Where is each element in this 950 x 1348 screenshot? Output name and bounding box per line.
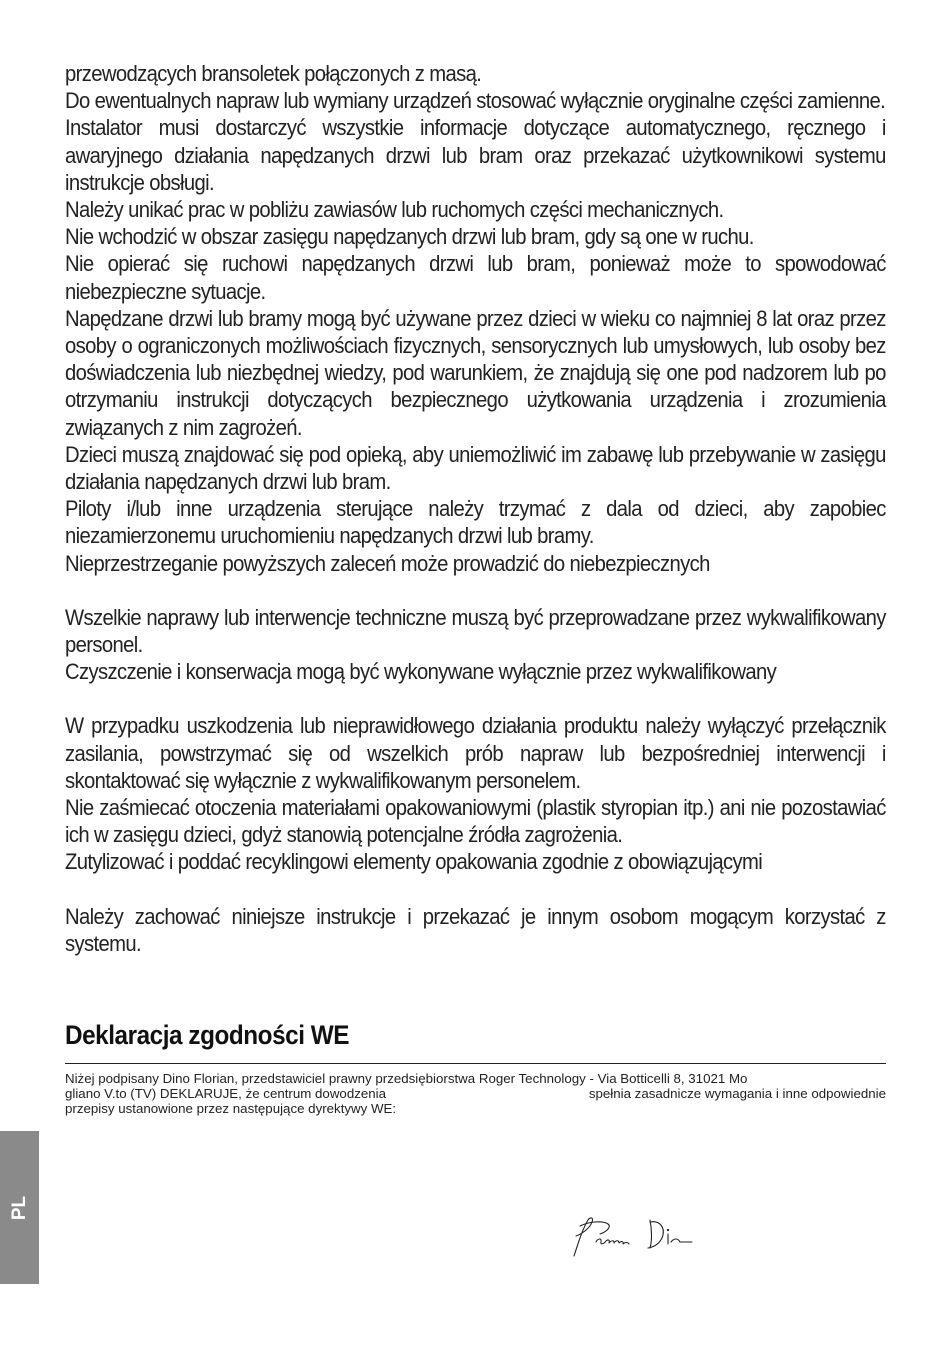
declaration-line [65,1071,886,1086]
signature-image [568,1212,698,1260]
paragraph: W przypadku uszkodzenia lub nieprawidłowego działania produktu należy wyłączyć przełącznik zasilania, powstrzymać się od wszelkich prób napraw lub bezpośredniej interwencji i skontaktować się wyłącznie z wykwalifikowanym personelem. [65,713,886,793]
declaration-line-text: gliano V.to (TV) DEKLARUJE, że centrum dowodzenia [65,1086,387,1101]
declaration-line-text: Niżej podpisany Dino Florian, przedstawiciel prawny przedsiębiorstwa Roger Technology - Via Botticelli 8, 31021 Mo [65,1071,748,1086]
instructions-text [65,60,886,957]
title-divider [65,1063,886,1064]
body-content [65,60,886,957]
paragraph: Do ewentualnych napraw lub wymiany urządzeń stosować wyłącznie oryginalne części zamienne. [65,88,886,114]
paragraph: Należy unikać prac w pobliżu zawiasów lub ruchomych części mechanicznych. [65,197,724,223]
declaration-line [65,1086,886,1101]
declaration-text [65,1071,886,1116]
language-tab [0,1131,39,1284]
paragraph: Należy zachować niniejsze instrukcje i przekazać je innym osobom mogącym korzystać z systemu. [65,903,886,956]
paragraph: Instalator musi dostarczyć wszystkie informacje dotyczące automatycznego, ręcznego i awaryjnego działania napędzanych drzwi lub bram oraz przekazać użytkownikowi systemu instrukcje obsługi. [65,115,886,195]
paragraph: przewodzących bransoletek połączonych z masą. [65,61,482,86]
paragraph: Czyszczenie i konserwacja mogą być wykonywane wyłącznie przez wykwalifikowany [65,659,777,685]
declaration-line-text: spełnia zasadnicze wymagania i inne odpowiednie [588,1086,886,1101]
paragraph: Nie opierać się ruchowi napędzanych drzwi lub bram, ponieważ może to spowodować niebezpieczne sytuacje. [65,251,886,304]
declaration-line-text: przepisy ustanowione przez następujące dyrektywy WE: [65,1101,397,1116]
declaration-title: Deklaracja zgodności WE [65,1020,350,1050]
paragraph: Napędzane drzwi lub bramy mogą być używane przez dzieci w wieku co najmniej 8 lat oraz przez osoby o ograniczonych możliwościach fizycznych, sensorycznych lub umysłowych, lub osoby bez doświadczenia lub niezbędnej wiedzy, pod warunkiem, że znajdują się one pod nadzorem lub po otrzymaniu instrukcji dotyczących bezpiecznego użytkowania urządzenia i zrozumienia związanych z nim zagrożeń. [65,305,886,440]
paragraph: Dzieci muszą znajdować się pod opieką, aby uniemożliwić im zabawę lub przebywanie w zasięgu działania napędzanych drzwi lub bram. [65,441,886,495]
paragraph: Zutylizować i poddać recyklingowi elementy opakowania zgodnie z obowiązującymi [65,849,763,875]
paragraph: Wszelkie naprawy lub interwencje techniczne muszą być przeprowadzane przez wykwalifikowany personel. [65,604,886,658]
paragraph: Nieprzestrzeganie powyższych zaleceń może prowadzić do niebezpiecznych [65,550,710,576]
declaration-line [65,1101,886,1116]
paragraph: Piloty i/lub inne urządzenia sterujące należy trzymać z dala od dzieci, aby zapobiec niezamierzonemu uruchomieniu napędzanych drzwi lub bramy. [65,496,886,549]
paragraph: Nie zaśmiecać otoczenia materiałami opakowaniowymi (plastik styropian itp.) ani nie pozostawiać ich w zasięgu dzieci, gdyż stanowią potencjalne źródła zagrożenia. [65,795,886,848]
paragraph: Nie wchodzić w obszar zasięgu napędzanych drzwi lub bram, gdy są one w ruchu. [65,224,754,250]
language-tab-label: PL [8,1195,30,1220]
